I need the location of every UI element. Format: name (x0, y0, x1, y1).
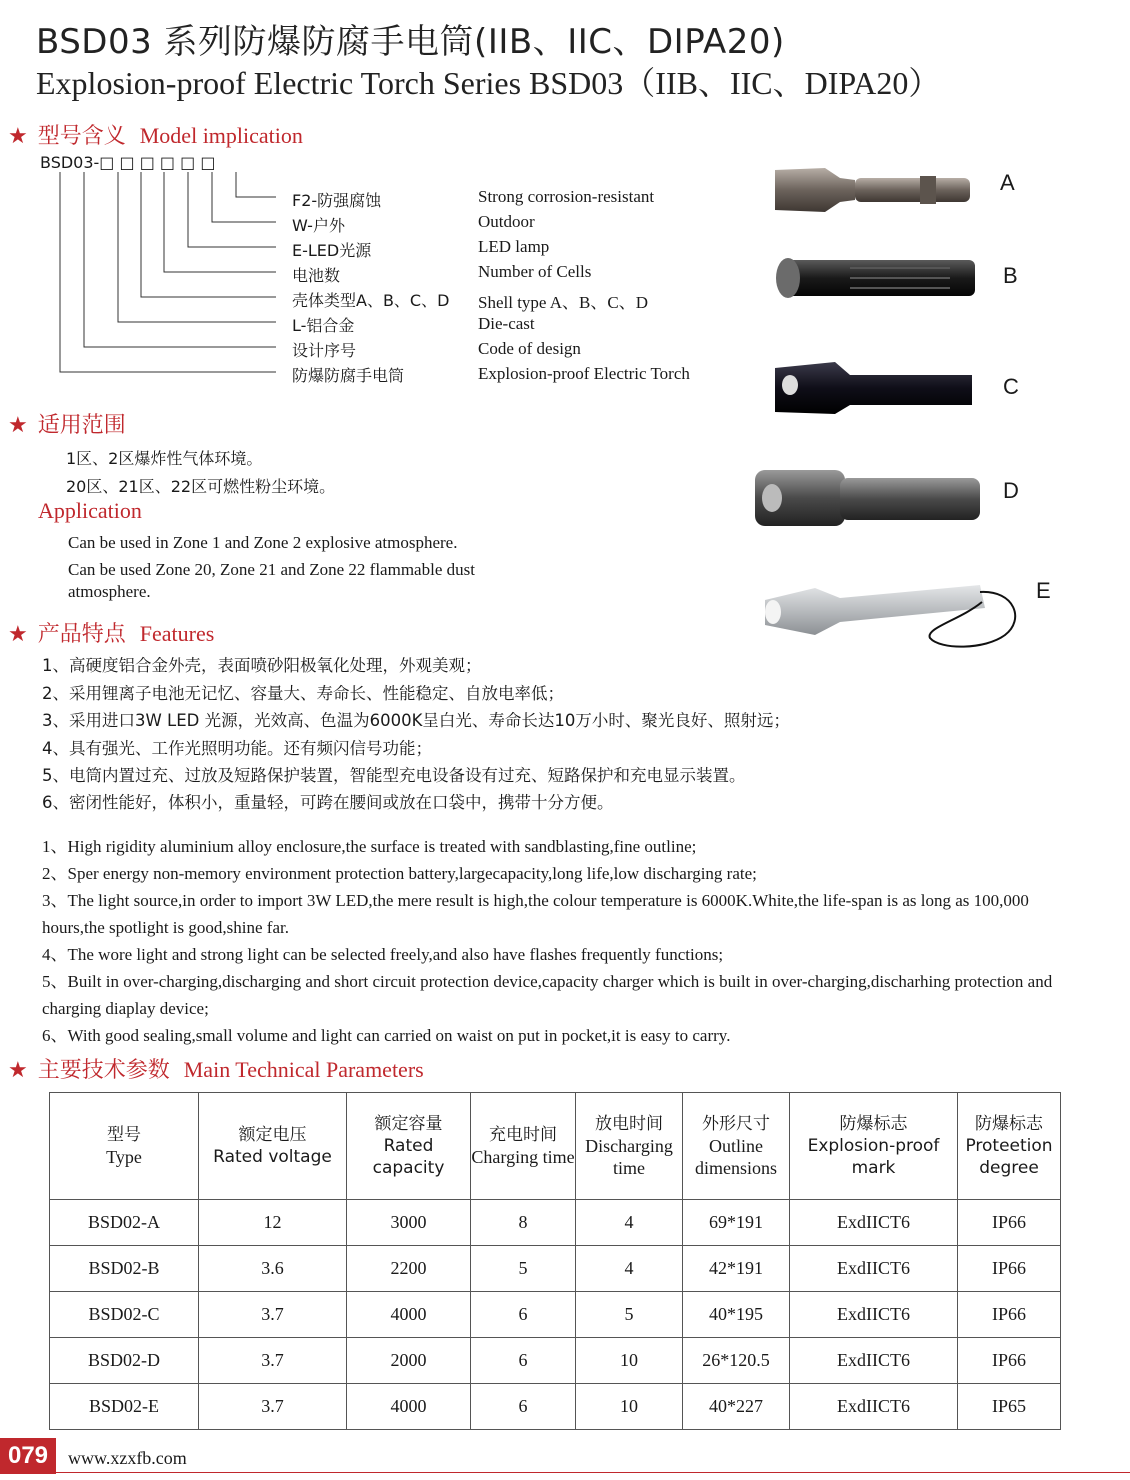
bracket-line (188, 172, 276, 247)
torch-c-icon (775, 362, 972, 414)
torch-b-icon (776, 258, 975, 298)
table-cell: 40*227 (683, 1384, 790, 1430)
application-heading-cn: 适用范围 (37, 413, 126, 438)
application-en-line: Can be used in Zone 1 and Zone 2 explosive atmosphere. (68, 533, 458, 552)
torch-label-a: A (1000, 170, 1015, 195)
table-cell: 4000 (347, 1384, 471, 1430)
table-cell: BSD02-E (50, 1384, 199, 1430)
table-cell: 4 (576, 1200, 683, 1246)
header-rated-voltage: 额定电压 Rated voltage (199, 1093, 347, 1200)
table-cell: IP66 (958, 1338, 1061, 1384)
star-icon: ★ (8, 622, 28, 647)
table-cell: 6 (471, 1338, 576, 1384)
star-icon: ★ (8, 1058, 28, 1083)
table-cell: IP65 (958, 1384, 1061, 1430)
table-cell: BSD02-D (50, 1338, 199, 1384)
model-heading-cn: 型号含义 (37, 124, 126, 149)
params-heading-cn: 主要技术参数 (37, 1058, 170, 1083)
table-header-row (50, 1093, 1061, 1200)
model-row-en: Shell type A、B、C、D (478, 293, 649, 312)
table-cell: 2200 (347, 1246, 471, 1292)
table-cell: 6 (471, 1292, 576, 1338)
model-row-en: Code of design (478, 339, 581, 358)
features-heading-en: Features (139, 621, 215, 646)
feature-cn-item: 6、密闭性能好，体积小，重量轻，可跨在腰间或放在口袋中，携带十分方便。 (42, 793, 614, 812)
application-cn-line: 20区、21区、22区可燃性粉尘环境。 (66, 477, 336, 496)
application-heading-en: Application (38, 498, 142, 523)
feature-cn-item: 4、具有强光、工作光照明功能。还有频闪信号功能； (42, 739, 432, 758)
table-cell: 10 (576, 1338, 683, 1384)
table-cell: IP66 (958, 1246, 1061, 1292)
table-row (50, 1200, 1061, 1246)
torch-a-icon (775, 168, 970, 212)
page-title-cn: BSD03 系列防爆防腐手电筒(IIB、IIC、DIPA20) (36, 22, 785, 62)
features-heading-cn: 产品特点 (37, 622, 126, 647)
table-cell: 69*191 (683, 1200, 790, 1246)
application-heading (8, 408, 126, 439)
model-row-cn: F2-防强腐蚀 (292, 191, 382, 210)
feature-en-item: 4、The wore light and strong light can be selected freely,and also have flashes frequently functions; (42, 945, 724, 964)
torch-label-e: E (1036, 578, 1051, 603)
feature-en-item: 2、Sper energy non-memory environment protection battery,largecapacity,long life,low discharging rate; (42, 864, 757, 883)
torch-label-d: D (1003, 478, 1019, 503)
table-cell: 4 (576, 1246, 683, 1292)
table-cell: 10 (576, 1384, 683, 1430)
feature-cn-item: 1、高硬度铝合金外壳，表面喷砂阳极氧化处理，外观美观； (42, 656, 482, 675)
feature-en-item: 6、With good sealing,small volume and light can carried on waist on put in pocket,it is easy to carry. (42, 1026, 731, 1045)
header-discharging-time: 放电时间 Discharging time (576, 1093, 683, 1200)
table-row (50, 1338, 1061, 1384)
torch-e-icon (765, 585, 1015, 647)
model-row-en: Explosion-proof Electric Torch (478, 364, 690, 383)
feature-cn-item: 5、电筒内置过充、过放及短路保护装置，智能型充电设备设有过充、短路保护和充电显示装置。 (42, 766, 746, 785)
table-cell: ExdIICT6 (790, 1338, 958, 1384)
features-heading (8, 617, 214, 648)
table-cell: BSD02-B (50, 1246, 199, 1292)
table-cell: 6 (471, 1384, 576, 1430)
table-cell: 5 (576, 1292, 683, 1338)
bracket-line (84, 172, 276, 347)
model-row-cn: 设计序号 (292, 341, 357, 360)
model-row-cn: 壳体类型A、B、C、D (292, 291, 450, 310)
torch-d-icon (755, 470, 980, 526)
torch-illustrations (740, 150, 1040, 670)
feature-cn-item: 2、采用锂离子电池无记忆、容量大、寿命长、性能稳定、自放电率低； (42, 684, 564, 703)
application-en-line: Can be used Zone 20, Zone 21 and Zone 22 flammable dust atmosphere. (68, 560, 475, 601)
table-row (50, 1384, 1061, 1430)
table-cell: 40*195 (683, 1292, 790, 1338)
table-row (50, 1292, 1061, 1338)
header-explosion-proof-mark: 防爆标志 Explosion-proof mark (790, 1093, 958, 1200)
table-cell: IP66 (958, 1292, 1061, 1338)
table-cell: 4000 (347, 1292, 471, 1338)
model-row-en: LED lamp (478, 237, 550, 256)
bracket-line (141, 172, 276, 297)
table-cell: ExdIICT6 (790, 1384, 958, 1430)
table-cell: 5 (471, 1246, 576, 1292)
bracket-line (236, 172, 276, 197)
footer-divider (56, 1472, 1130, 1473)
feature-en-item: 5、Built in over-charging,discharging and short circuit protection device,capacity charger which is built in over-charging,discharhing protection and charging diaplay device; (42, 972, 1053, 1018)
header-charging-time: 充电时间 Charging time (471, 1093, 576, 1200)
torch-label-c: C (1003, 374, 1019, 399)
table-cell: 3.7 (199, 1292, 347, 1338)
star-icon: ★ (8, 413, 28, 438)
params-heading-en: Main Technical Parameters (183, 1057, 424, 1082)
table-cell: ExdIICT6 (790, 1292, 958, 1338)
table-cell: 3.7 (199, 1338, 347, 1384)
model-row-cn: L-铝合金 (292, 316, 355, 335)
model-code: BSD03-□ □ □ □ □ □ (40, 153, 216, 172)
model-row-cn: 防爆防腐手电筒 (292, 366, 405, 385)
table-cell: BSD02-A (50, 1200, 199, 1246)
feature-en-item: 1、High rigidity aluminium alloy enclosure,the surface is treated with sandblasting,fine outline; (42, 837, 697, 856)
table-cell: IP66 (958, 1200, 1061, 1246)
params-heading (8, 1053, 424, 1084)
header-rated-capacity: 额定容量 Rated capacity (347, 1093, 471, 1200)
model-row-en: Die-cast (478, 314, 535, 333)
footer-url: www.xzxfb.com (68, 1448, 187, 1468)
torch-label-b: B (1003, 263, 1018, 288)
table-cell: BSD02-C (50, 1292, 199, 1338)
model-row-cn: W-户外 (292, 216, 345, 235)
params-table (49, 1092, 1061, 1430)
table-cell: ExdIICT6 (790, 1200, 958, 1246)
application-cn-line: 1区、2区爆炸性气体环境。 (66, 449, 263, 468)
header-protection-degree: 防爆标志 Proteetion degree (958, 1093, 1061, 1200)
table-row (50, 1246, 1061, 1292)
table-cell: 42*191 (683, 1246, 790, 1292)
model-row-en: Strong corrosion-resistant (478, 187, 655, 206)
model-bracket-diagram (0, 0, 300, 390)
model-row-en: Outdoor (478, 212, 535, 231)
table-cell: 3.7 (199, 1384, 347, 1430)
feature-cn-item: 3、采用进口3W LED 光源，光效高、色温为6000K呈白光、寿命长达10万小时、聚光良好、照射远； (42, 711, 790, 730)
table-cell: 3.6 (199, 1246, 347, 1292)
star-icon: ★ (8, 124, 28, 149)
model-row-cn: E-LED光源 (292, 241, 372, 260)
model-row-en: Number of Cells (478, 262, 592, 281)
table-cell: 2000 (347, 1338, 471, 1384)
feature-en-item: 3、The light source,in order to import 3W LED,the mere result is high,the colour temperature is 6000K.White,the life-span is as long as 100,000 hours,the spotlight is good,shine far. (42, 891, 1029, 937)
table-cell: 8 (471, 1200, 576, 1246)
table-cell: ExdIICT6 (790, 1246, 958, 1292)
model-heading-en: Model implication (139, 123, 303, 148)
page-title-en: Explosion-proof Electric Torch Series BSD03（IIB、IIC、DIPA20） (36, 65, 941, 101)
page-number: 079 (0, 1438, 56, 1474)
table-cell: 3000 (347, 1200, 471, 1246)
table-cell: 12 (199, 1200, 347, 1246)
header-type: 型号 Type (50, 1093, 199, 1200)
table-cell: 26*120.5 (683, 1338, 790, 1384)
model-row-cn: 电池数 (292, 266, 341, 285)
header-outline-dimensions: 外形尺寸 Outline dimensions (683, 1093, 790, 1200)
